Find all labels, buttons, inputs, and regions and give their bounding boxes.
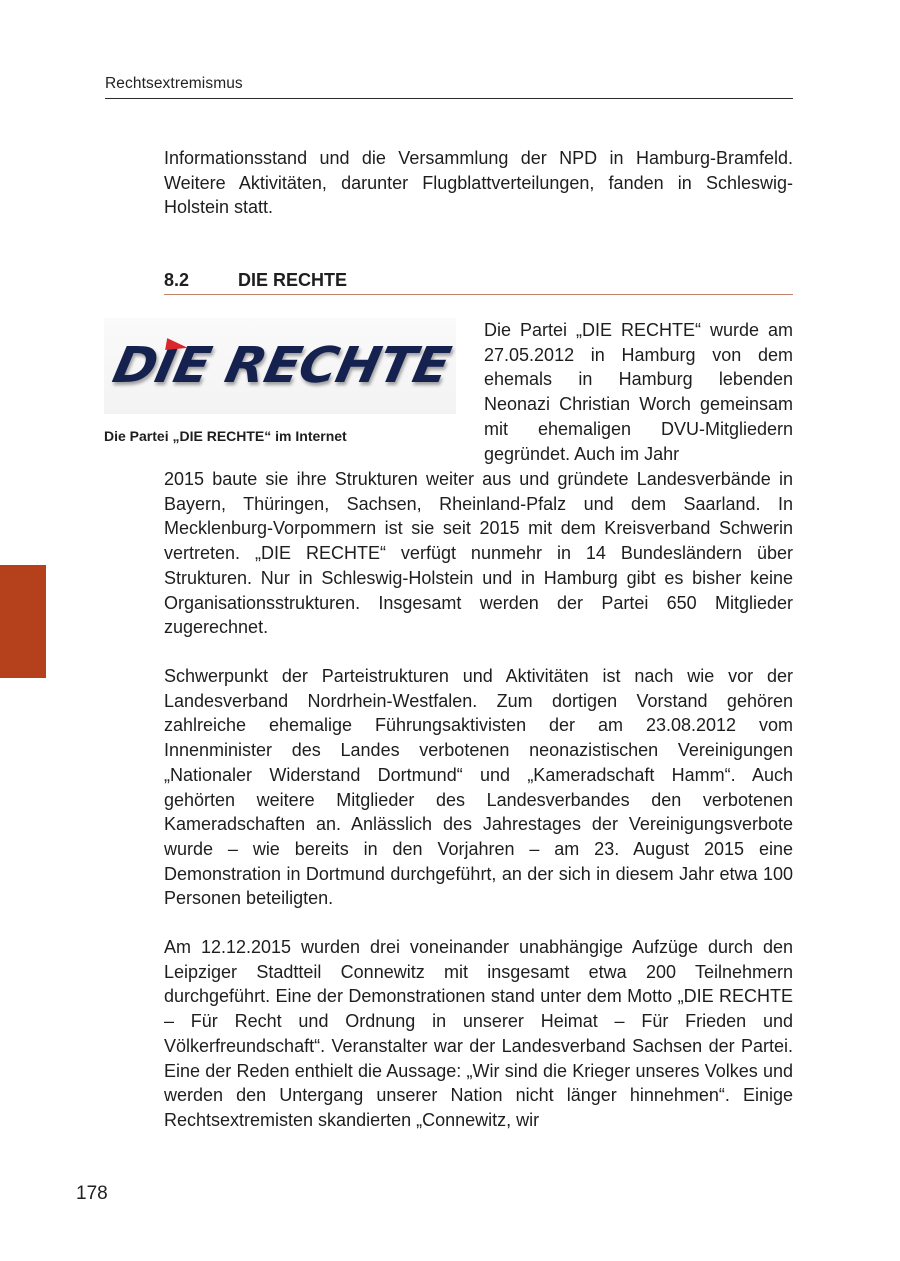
intro-paragraph bbox=[164, 146, 793, 220]
party-logo-image bbox=[104, 318, 456, 414]
header-rule bbox=[105, 98, 793, 99]
paragraph-wrapped-continuation bbox=[164, 467, 793, 640]
logo-wordmark: DIE RECHTE bbox=[107, 337, 455, 395]
paragraph-text: Informationsstand und die Versammlung der NPD in Hamburg-Bramfeld. Weitere Aktivitäten, darunter Flugblattverteilungen, fanden in Schleswig-Holstein statt. bbox=[164, 148, 793, 218]
paragraph-text: Schwerpunkt der Parteistrukturen und Aktivitäten ist nach wie vor der Landesverband Nordrhein-Westfalen. Zum dortigen Vorstand gehören zahlreiche ehemalige Führungsaktivisten der am 23.08.2012 vom Innenminister des Landes verbotenen neonazistischen Vereinigungen „Nationaler Widerstand Dortmund“ und „Kameradschaft Hamm“. Auch gehörten weitere Mitglieder des Landesverbandes den verbotenen Kameradschaften an. Anlässlich des Jahrestages der Vereinigungsverbote wurde – wie bereits in den Vorjahren – am 23. August 2015 eine Demonstration in Dortmund durchgeführt, an der sich in diesem Jahr etwa 100 Personen beteiligten. bbox=[164, 666, 793, 909]
section-number: 8.2 bbox=[164, 270, 190, 290]
paragraph-wrapped-start bbox=[484, 318, 793, 466]
chapter-side-tab bbox=[0, 565, 46, 678]
figure-logo bbox=[104, 318, 456, 444]
paragraph-text: 2015 baute sie ihre Strukturen weiter aus und gründete Landesverbände in Bayern, Thüringen, Sachsen, Rheinland-Pfalz und dem Saarland. In Mecklenburg-Vorpommern ist sie seit 2015 mit dem Kreisverband Schwerin vertreten. „DIE RECHTE“ verfügt nunmehr in 14 Bundesländern über Strukturen. Nur in Schleswig-Holstein und in Hamburg gibt es bisher keine Organisationsstrukturen. Insgesamt werden der Partei 650 Mitglieder zugerechnet. bbox=[164, 469, 793, 638]
paragraph-text: Die Partei „DIE RECHTE“ wurde am 27.05.2012 in Hamburg von dem ehemals in Hamburg lebenden Neonazi Christian Worch gemeinsam mit ehemaligen DVU-Mitgliedern gegründet. Auch im Jahr bbox=[484, 320, 793, 464]
paragraph-leipzig bbox=[164, 935, 793, 1133]
section-heading bbox=[164, 270, 793, 295]
paragraph-text: Am 12.12.2015 wurden drei voneinander unabhängige Aufzüge durch den Leipziger Stadtteil Connewitz mit insgesamt etwa 200 Teilnehmern durchgeführt. Eine der Demonstrationen stand unter dem Motto „DIE RECHTE – Für Recht und Ordnung in unserer Heimat – Für Frieden und Völkerfreundschaft“. Veranstalter war der Landesverband Sachsen der Partei. Eine der Reden enthielt die Aussage: „Wir sind die Krieger unseres Volkes und werden den Untergang unserer Nation nicht länger hinnehmen“. Einige Rechtsextremisten skandierten „Connewitz, wir bbox=[164, 937, 793, 1130]
page-number: 178 bbox=[76, 1183, 108, 1204]
section-title: DIE RECHTE bbox=[238, 270, 348, 290]
running-header-title: Rechtsextremismus bbox=[105, 75, 243, 92]
paragraph-nrw bbox=[164, 664, 793, 911]
figure-caption: Die Partei „DIE RECHTE“ im Internet bbox=[104, 428, 347, 444]
